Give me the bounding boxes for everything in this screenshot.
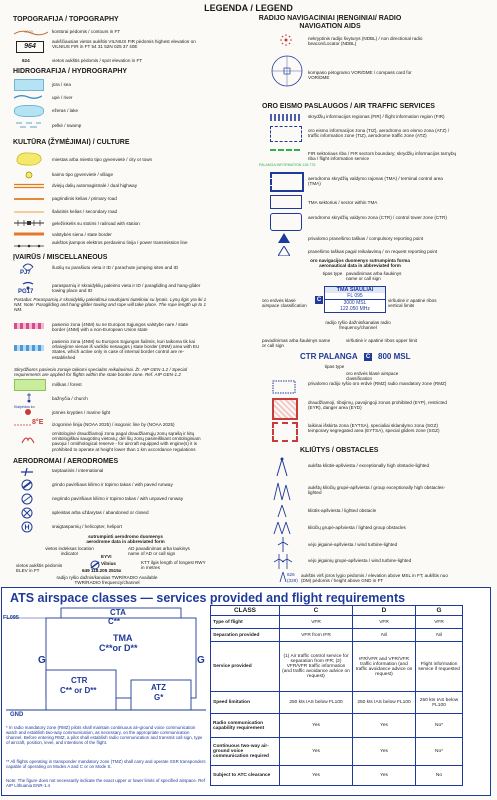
atz-class: G*	[154, 693, 164, 702]
border-note: Skrydžiams pasienio zonoje taikomi specialūs reikalavimai. Žr. AIP GEN-1.2 / Special requirements are applied for flights within the state border zone. Ref. AIP GEN-1.2	[14, 367, 188, 378]
heliport-icon	[21, 521, 33, 533]
vor-compass-icon	[270, 54, 304, 88]
secondary-road-symbol	[14, 210, 44, 214]
table-cell: 250 kts IAS below FL100	[353, 692, 416, 714]
table-row	[211, 629, 463, 642]
section-topography: TOPOGRAFIJA / TOPOGRAPHY	[13, 16, 119, 23]
misc-marine-light: jūrinės krypties / marine light	[52, 410, 111, 415]
high-obstacle-group-icon	[272, 481, 292, 501]
power-line-symbol	[14, 242, 44, 250]
hydro-lake: ežeras / lake	[52, 108, 79, 113]
wind-turbine-group-icon	[273, 554, 293, 570]
culture-city: miestas arba miesto tipo gyvenvietė / city or town	[52, 157, 153, 162]
navaid-vor: kompaso pėtogramo VOR/DME / compass card for VOR/DME	[308, 70, 412, 81]
section-obstacles: KLIŪTYS / OBSTACLES	[300, 447, 379, 454]
unpaved-aerodrome-icon	[21, 493, 33, 505]
spot-elev-number: 624	[22, 58, 30, 63]
section-culture: KULTŪRA (ŽYMĖJIMAI) / CULTURE	[13, 139, 130, 146]
g-left-label: G	[38, 655, 46, 666]
palanga-info-label: PALANGA INFORMATION 126.775	[259, 163, 316, 167]
table-cell: Yes	[353, 766, 416, 786]
legend-title: LEGENDA / LEGEND	[204, 3, 293, 13]
table-cell: IFR/VFR and VFR/VFR traffic information (and traffic avoidance advice on request)	[353, 642, 416, 692]
border-zone-eu-symbol	[14, 345, 44, 351]
table-cell: Flight information service if requested	[416, 642, 463, 692]
lighted-obstacle-icon	[277, 504, 287, 518]
obstacle-elev: 626	[287, 572, 295, 577]
misc-isogonic: izogoninė linija (NOAA 2025) / isogonic line by (NOAA 2025)	[52, 422, 175, 427]
table-row	[211, 714, 463, 738]
sea-swatch	[14, 79, 44, 91]
obstacle-wind-turbine: vėjo jėgainė-apšviesta / wind turbine-lighted	[308, 542, 398, 547]
table-cell: Speed limitation	[211, 692, 280, 714]
table-cell: Yes	[280, 766, 353, 786]
ats-fir-sectors: FIR sektoriaus riba / FIR sectors boundary; skrydžių informacijos tarnybų riba / flight information service	[308, 151, 457, 162]
ats-note-rmz: * In radio mandatory zone (RMZ) pilots shall maintain continuous air-ground voice communication watch and establish two-way communication, as necessary, on the appropriate communication channel. Before entering RMZ, a pilot shall establish radio communication and transmit call sign, type of aircraft, position, level, and intentions of the flight.	[6, 725, 203, 745]
compulsory-point-icon	[278, 233, 290, 243]
table-row	[211, 692, 463, 714]
section-misc: ĮVAIRŪS / MISCELLANEOUS	[13, 254, 108, 261]
table-cell: Service provided	[211, 642, 280, 692]
tma-label: TMA	[113, 633, 133, 643]
ats-on-request: pranešimo taškas pagal reikalavimą / on request reporting point	[308, 249, 438, 254]
gnd-label: GND	[10, 712, 24, 718]
pg17-label: PG17	[18, 289, 34, 295]
aero-data-name: AD pavadinimas arba laukinys name of AD or call sign	[128, 546, 190, 557]
airspace-diagram	[6, 606, 206, 724]
railroad-symbol	[14, 219, 44, 227]
aero-data-loc: vietos indeksas location indicator	[45, 546, 94, 557]
isogonic-line	[14, 423, 32, 427]
rmz-symbol	[272, 380, 296, 394]
table-cell: Nil	[416, 629, 463, 642]
obstacle-lighted-group: kliūčių grupė-apšviesta / lighted group obstacles	[308, 525, 406, 530]
misc-church: bažnyčia / church	[52, 396, 88, 401]
hydro-river: upė / river	[52, 95, 73, 100]
tma-box-fl: FL 095	[347, 293, 363, 299]
parachute-text: šuolių su parašiutu vieta ir ID / parachute jumping sites and ID	[52, 265, 179, 270]
ats-abbrev-right: viršutinė ir apatinė ribos vertical limits	[388, 298, 437, 309]
hydro-swamp: pelkė / swamp	[52, 123, 82, 128]
table-cell: 250 kts IAS below FL100	[416, 692, 463, 714]
ctr-class-badge: C	[365, 354, 371, 360]
dual-highway-symbol	[14, 183, 44, 189]
ctr-palanga-label: CTR PALANGA	[300, 352, 358, 361]
river-symbol	[14, 93, 42, 101]
ats-tiz: oro eismo informacijos zona (TIZ), aerodromo oro eismo zona (ATZ) / traffic information zone (TIZ), aerodrome traffic zone (ATZ)	[308, 128, 450, 139]
aero-heliport: sraigtasparnių / helicopter, heliport	[52, 524, 122, 529]
table-cell: VFR	[353, 616, 416, 629]
ats-abbrev-left: oro erdvės klasė airspace classification	[262, 298, 307, 309]
aero-data-ktt: KTT ilgis length of longest RWY in metres	[141, 560, 206, 571]
aero-data-nums: 649 118.205 2515x	[82, 568, 122, 573]
ats-abbrev-bot-right: viršutinė ir apatinė ribos upper limit	[346, 338, 417, 343]
tiz-symbol	[270, 126, 302, 142]
table-row	[211, 642, 463, 692]
table-cell: Subject to ATC clearance	[211, 766, 280, 786]
obstacle-note: aukštis virš jūros lygio pėdomis / elevation above MSL in FT; aukštis nuo (DM) pėdomis / height above GND in FT	[301, 573, 448, 584]
table-header: C	[280, 606, 353, 616]
culture-power-line: aukštos įtampos elektros perdavimo linija / power transmission line	[52, 240, 188, 245]
tma-box-msl: 3000 MSL	[325, 299, 385, 306]
aero-paved: grindo paviršiaus kilimo ir tūpimo takas / with paved runway	[52, 482, 173, 487]
ats-classes-title: ATS airspace classes — services provided and flight requirements	[10, 591, 406, 605]
lighted-obstacle-group-icon	[273, 521, 291, 535]
obstacle-high: aukšta kliūtis-apšviesta / exceptionally high obstacle-lighted	[308, 463, 430, 468]
table-cell: Yes	[353, 714, 416, 738]
aero-abandoned: apleistas arba uždarytas / abandoned or closed	[52, 510, 149, 515]
ats-abbrev-freq: radijo ryšio dažnis/kanalas radio frequency/channel	[325, 320, 391, 331]
table-cell: Yes	[280, 738, 353, 766]
paved-aerodrome-icon	[21, 479, 33, 491]
tma-sector-symbol	[270, 195, 302, 209]
aero-data-head: sutrumpinti aerodromo duomenys aerodrome data in abbreviated form	[86, 534, 165, 545]
table-row	[211, 616, 463, 629]
cta-class: C**	[108, 617, 121, 626]
culture-railroad: geležinkelis su stotimi / railroad with station	[52, 221, 140, 226]
table-cell: VFR	[416, 616, 463, 629]
ats-classes-table	[210, 605, 463, 786]
aero-data-vilnius: Vilnius	[101, 561, 116, 566]
section-navaids: RADIJO NAVIGACINIAI ĮRENGINIAI/ RADIO NAVIGATION AIDS	[258, 15, 402, 30]
wind-turbine-icon	[277, 537, 289, 553]
ctr-freq-label: 800 MSL	[378, 352, 411, 361]
obstacle-high-group: aukštų kliūčių grupė-apšviesta / group exceptionally high obstacles-lighted	[308, 485, 446, 496]
table-row	[211, 766, 463, 786]
culture-dual-highway: dviejų dalių automagistralė / dual highway	[52, 183, 138, 188]
ats-tma: aerodromo skrydžių valdymo rajonas (TMA) / terminal control area (TMA)	[308, 176, 443, 187]
ats-abbrev-tipas: tipas type	[322, 271, 343, 276]
obstacle-wind-turbine-group: vėjo jėgainių grupė-apšviesta / wind turbine-lighted	[308, 558, 412, 563]
ctr-symbol	[270, 213, 302, 231]
svg-text:H: H	[24, 524, 30, 532]
aero-data-eyvi: EYVI	[101, 554, 112, 559]
table-cell: Yes	[353, 738, 416, 766]
ats-note-tmz: ** All flights operating in transponder mandatory zone (TMZ) shall carry and operate SSR transponders capable of operating on Modes A and C or on Mode S.	[6, 759, 206, 769]
table-cell: Radio communication capability requirement	[211, 714, 280, 738]
ctr-diag-class: C** or D**	[60, 686, 97, 695]
aero-unpaved: negrindo paviršiaus kilimo ir tūpimo takas / with unpaved runway	[52, 496, 183, 501]
ats-compulsory: privalomo pranešimo taškas / compulsory reporting point	[308, 236, 424, 241]
table-cell: Type of flight	[211, 616, 280, 629]
ats-classes-panel	[1, 587, 491, 796]
marine-light-icon	[24, 408, 32, 417]
table-cell: No*	[416, 738, 463, 766]
international-aerodrome-icon	[20, 467, 34, 477]
ats-fir: skrydžių informacijos regionas (FIR) / flight information region (FIR)	[308, 114, 445, 119]
on-request-point-icon	[278, 246, 290, 256]
ornithological-icon	[20, 433, 36, 447]
abandoned-aerodrome-icon	[21, 507, 33, 519]
table-cell: Separation provided	[211, 629, 280, 642]
section-hydrography: HIDROGRAFIJA / HYDROGRAPHY	[13, 68, 128, 75]
elevation-label: aukščiausias vietos aukštis VILNIUS FIR pėdomis highest elevation on VILNIUS FIR in FT 54 31 52N 025 37 40E	[52, 39, 196, 50]
border-zone-text: pasienio zona (4NM) su ne Europos Sąjungos valstybe nare / state border (4NM) with a non-European Union state	[52, 322, 189, 333]
ats-restricted: draudžiamoji, ribojimų, pavojingoji zonos prohibited (EYP), restricted (EYR), danger area (EYD)	[308, 400, 447, 411]
elevation-box: 964	[16, 41, 44, 53]
tma-symbol	[270, 172, 304, 192]
city-symbol	[14, 151, 44, 167]
tma-box-ch: 122.050 MHz	[340, 306, 370, 312]
table-cell: (1) Air traffic control service for separation from IFR; (2) VFR/VFR traffic information (and traffic avoidance advice on request)	[280, 642, 353, 692]
g-right-label: G	[197, 655, 205, 666]
culture-village: kaimo tipo gyvenvietė / village	[52, 172, 114, 177]
tsa-symbol	[272, 422, 298, 442]
swamp-symbol	[14, 120, 42, 130]
table-cell: Nil	[353, 629, 416, 642]
cta-label: CTA	[110, 608, 126, 617]
table-header-row	[211, 606, 463, 616]
ctr-tipas: tipas type	[324, 364, 345, 369]
atz-label: ATZ	[151, 683, 166, 692]
misc-forest: miškas / forest	[52, 382, 82, 387]
section-ats: ORO EISMO PASLAUGOS / AIR TRAFFIC SERVICES	[262, 103, 435, 110]
restricted-area-symbol	[272, 398, 298, 420]
hydro-sea: jūra / sea	[52, 82, 71, 87]
contour-symbol	[14, 28, 48, 38]
misc-ornithological: ornitologinė draudžiamoji zona pagal draudžiamųjų zonų sąrašą ir kitų ornitologiškai saugotinų vietovių; dėl šių zonų pasireiškiant ornitologiniam pavojui / ornithological reserve - for aircraft equipped with engine(s) it is prohibited to operate at height lower than 1 km accordance regulations	[52, 431, 201, 452]
tma-class: C**or D**	[99, 643, 138, 653]
table-header: G	[416, 606, 463, 616]
ats-abbrev-name: pavadinimas arba šaukinys name or call sign	[346, 271, 402, 282]
aero-international: tarptautinis / international	[52, 468, 104, 473]
village-symbol	[24, 170, 34, 180]
lake-swatch	[14, 105, 44, 117]
isogonic-label: 8°E	[32, 419, 44, 426]
table-cell: 250 kts IAS below FL100	[280, 692, 353, 714]
culture-secondary-road: šalutinis kelias / secondary road	[52, 209, 118, 214]
ctr-class-label: oro erdvės klasė airspace classification	[346, 371, 399, 382]
church-icon	[25, 393, 33, 403]
ndb-icon	[278, 32, 294, 48]
table-cell: No*	[416, 714, 463, 738]
contour-label: kontūrai pėdomis / contours in FT	[52, 29, 121, 34]
ats-note-limits: Note: The figure does not necessarily indicate the exact upper or lower limits of specified airspace. Ref AIP Lithuania ENR-1.4	[6, 778, 206, 788]
fir-symbol	[270, 114, 300, 121]
ats-tma-sector: TMA sektorius / sector within TMA	[308, 200, 378, 205]
fl095-label: FL095	[3, 615, 19, 621]
primary-road-symbol	[14, 197, 44, 201]
paraglider-note: Pastaba: Parasparnių ir skraidyklių paleidimui naudojami tiuteliniai su lynais. Lynų ilgis yra iki 1 NM. Note: Paragliding and hang-glider towing and rope will take place. The rope length up to 1 NM.	[14, 297, 207, 313]
section-aerodromes: AERODROMAI / AERODROMES	[13, 458, 119, 465]
aero-data-elev: vietos aukštis pėdomis ELEV in FT	[16, 563, 63, 574]
ats-abbrev-head: oro navigacijos duomenys sutrumpinta forma aeronautical data in abbreviated form	[310, 258, 410, 269]
culture-primary-road: pagrindinis kelias / primary road	[52, 196, 117, 201]
tma-box	[324, 286, 386, 313]
aero-data-freq: radijo ryšio dažnis/kanalas TWR/RADIO Available TWR/RADIO frequency/channel	[56, 575, 158, 586]
ats-ctr: aerodromo skrydžių valdymo zona (CTR) / control tower zone (CTR)	[308, 215, 447, 220]
table-row	[211, 738, 463, 766]
tma-class-badge: C	[316, 297, 322, 303]
ats-tsa: laikinai išskirta zona (EYTSA), specialiai sklandymo zona (SGZ) temporary segregated area (EYTSA), special gliders zone (SGZ)	[308, 423, 440, 434]
pj7-label: PJ7	[20, 270, 31, 276]
table-cell: VFR	[280, 616, 353, 629]
table-cell: Continuous two-way air-ground voice communication required	[211, 738, 280, 766]
table-cell: Yes	[280, 714, 353, 738]
table-cell: VFR from IFR	[280, 629, 353, 642]
culture-border: valstybės siena / state border	[52, 232, 112, 237]
state-border-symbol	[14, 232, 44, 236]
navaid-ndb: nekryptinis radijo švyturys (NDBL) / non directional radio beacon/Locator (NDBL)	[308, 36, 423, 47]
ctr-diag-label: CTR	[71, 676, 88, 685]
fir-sector-symbol	[270, 149, 300, 163]
obstacle-lighted: kliūtis-apšviesta / lighted obstacle	[308, 508, 377, 513]
paraglider-text: parasparnių ir skraidyklių paleimo vieta ir ID / paragliding and hang-glider towing place and ID	[52, 283, 201, 294]
forest-swatch	[14, 379, 46, 391]
ats-rmz: privalomo radijo ryšio oro erdvė (RMZ) radio mandatory zone (RMZ)	[308, 381, 447, 386]
church-label: Klaipėdos ko	[14, 405, 35, 409]
table-header: D	[353, 606, 416, 616]
table-header: CLASS	[211, 606, 280, 616]
svg-text:1000: 1000	[24, 29, 33, 34]
spot-elev-label: vietos aukštis pėdomis / spot elevation in FT	[52, 58, 143, 63]
obstacle-height: (328)	[287, 578, 298, 583]
table-cell: No	[416, 766, 463, 786]
tma-box-name: TMA ŠIAULIAI	[325, 287, 385, 293]
obstacle-sample-icon	[279, 571, 287, 583]
border-zone-eu-text: pasienio zona (4NM) su Europos Sąjungos šalimis, kuri taikoma tik kai orlaivyjime vienas iš variklio nesaugūs į state border (4NM) area with EU States, which active only in case of internal border control are re-established	[52, 339, 200, 360]
ats-abbrev-bot-left: pavadinimas arba šaukinys name or call sign	[262, 338, 331, 349]
border-zone-symbol	[14, 323, 44, 329]
high-obstacle-icon	[275, 457, 289, 477]
